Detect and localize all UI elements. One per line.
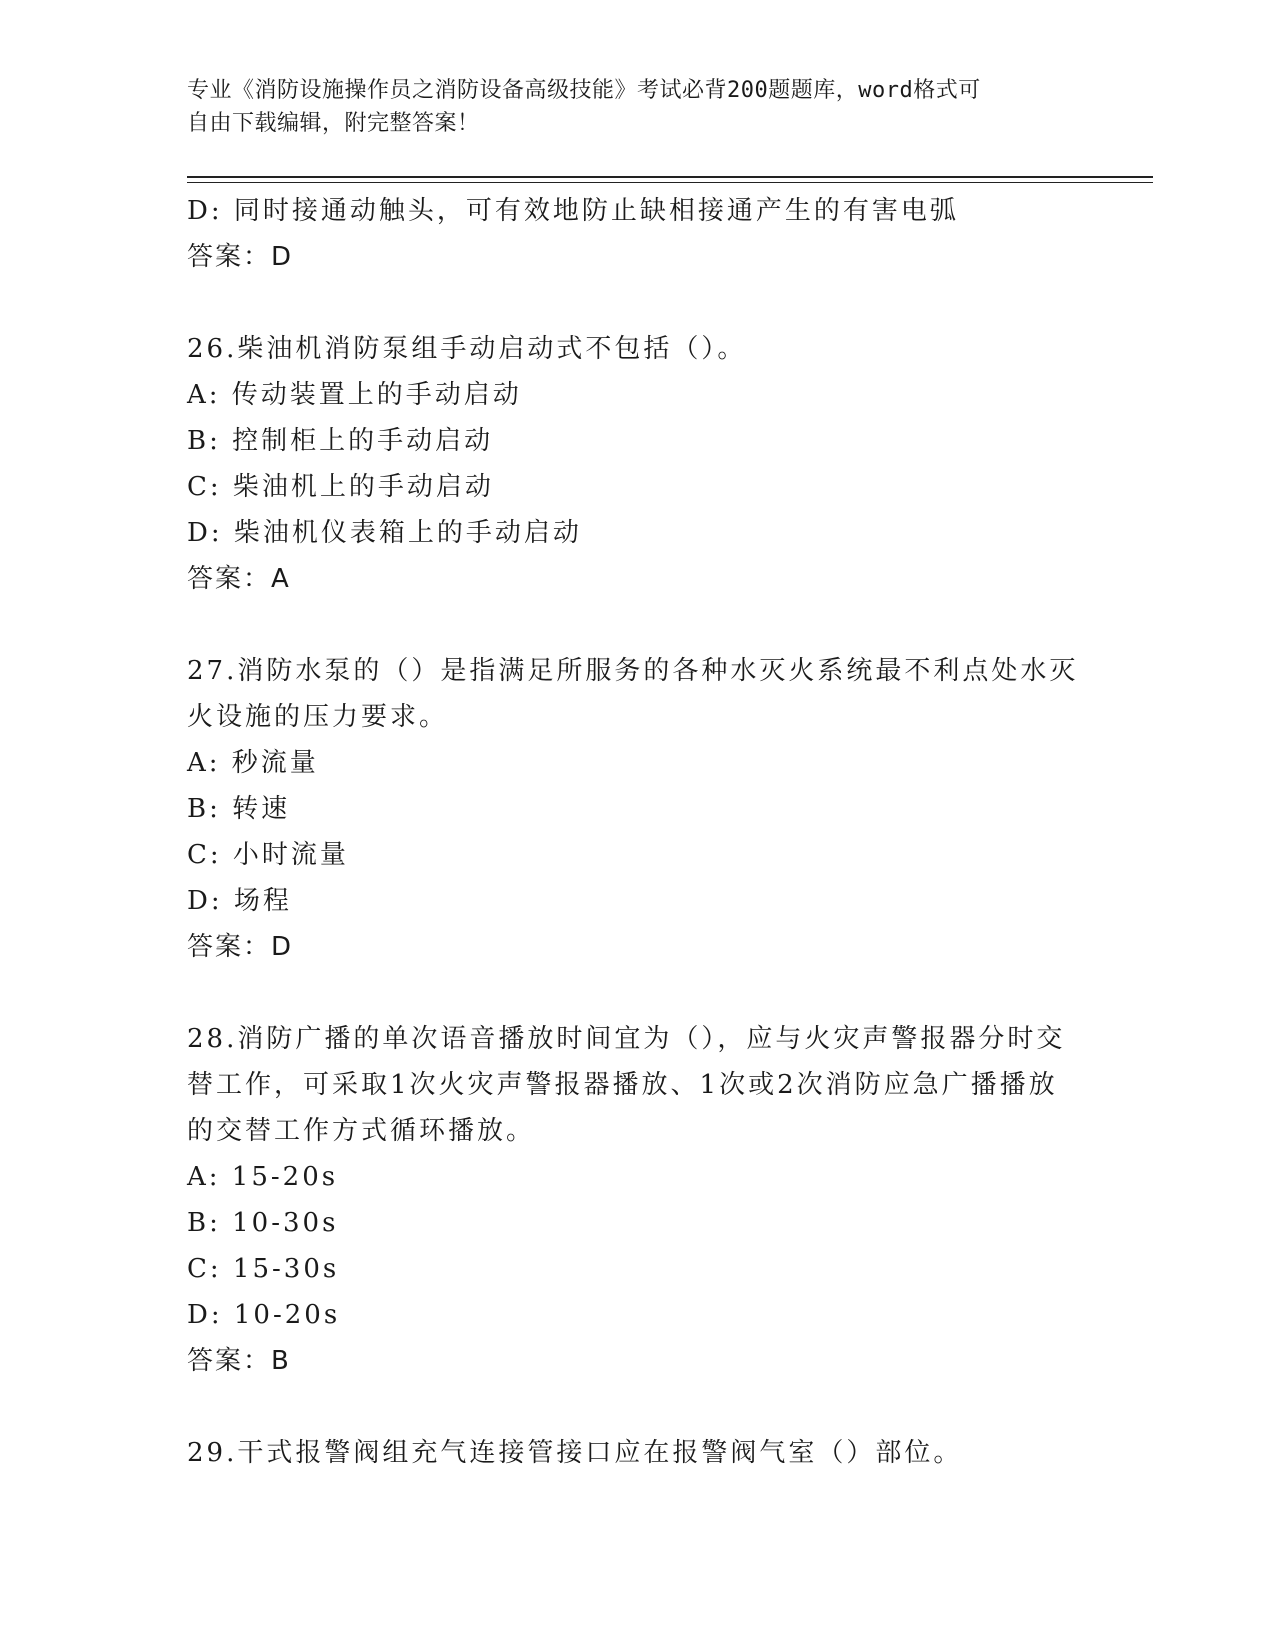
- document-header: [187, 74, 1087, 140]
- question-26: [187, 326, 1087, 602]
- option-c: C: 柴油机上的手动启动: [187, 472, 494, 502]
- question-stem-line-1: 28.消防广播的单次语音播放时间宜为（），应与火灾声警报器分时交: [187, 1024, 1066, 1054]
- option-c: C: 小时流量: [187, 840, 349, 870]
- option-a: A: 秒流量: [187, 748, 319, 778]
- question-25-tail: [187, 188, 1087, 280]
- option-b: B: 控制柜上的手动启动: [187, 426, 494, 456]
- question-29: [187, 1430, 1087, 1476]
- option-d: D: 柴油机仪表箱上的手动启动: [187, 518, 582, 548]
- option-a: A: 15-20s: [187, 1162, 339, 1192]
- option-b: B: 10-30s: [187, 1208, 339, 1238]
- question-stem: 26.柴油机消防泵组手动启动式不包括（）。: [187, 334, 747, 364]
- question-28: [187, 1016, 1087, 1384]
- header-line-2: 自由下载编辑，附完整答案！: [187, 111, 480, 136]
- answer-line: 答案：A: [187, 564, 291, 594]
- option-d: D: 同时接通动触头，可有效地防止缺相接通产生的有害电弧: [187, 196, 959, 226]
- question-stem-line-2: 替工作，可采取1次火灾声警报器播放、1次或2次消防应急广播播放: [187, 1070, 1058, 1100]
- question-27: [187, 648, 1087, 970]
- option-b: B: 转速: [187, 794, 291, 824]
- option-d: D: 10-20s: [187, 1300, 341, 1330]
- question-stem-line-2: 火设施的压力要求。: [187, 702, 449, 732]
- question-stem-line-3: 的交替工作方式循环播放。: [187, 1116, 536, 1146]
- question-stem-line-1: 27.消防水泵的（）是指满足所服务的各种水灭火系统最不利点处水灭: [187, 656, 1079, 686]
- answer-line: 答案：D: [187, 932, 294, 962]
- option-c: C: 15-30s: [187, 1254, 340, 1284]
- header-rule-thin: [187, 182, 1153, 183]
- header-rule-thick: [187, 176, 1153, 178]
- header-line-1: 专业《消防设施操作员之消防设备高级技能》考试必背200题题库，word格式可: [187, 78, 981, 103]
- question-content: [187, 188, 1087, 1476]
- question-stem: 29.干式报警阀组充气连接管接口应在报警阀气室（）部位。: [187, 1438, 963, 1468]
- answer-line: 答案：B: [187, 1346, 291, 1376]
- option-d: D: 场程: [187, 886, 292, 916]
- option-a: A: 传动装置上的手动启动: [187, 380, 522, 410]
- answer-line: 答案：D: [187, 242, 294, 272]
